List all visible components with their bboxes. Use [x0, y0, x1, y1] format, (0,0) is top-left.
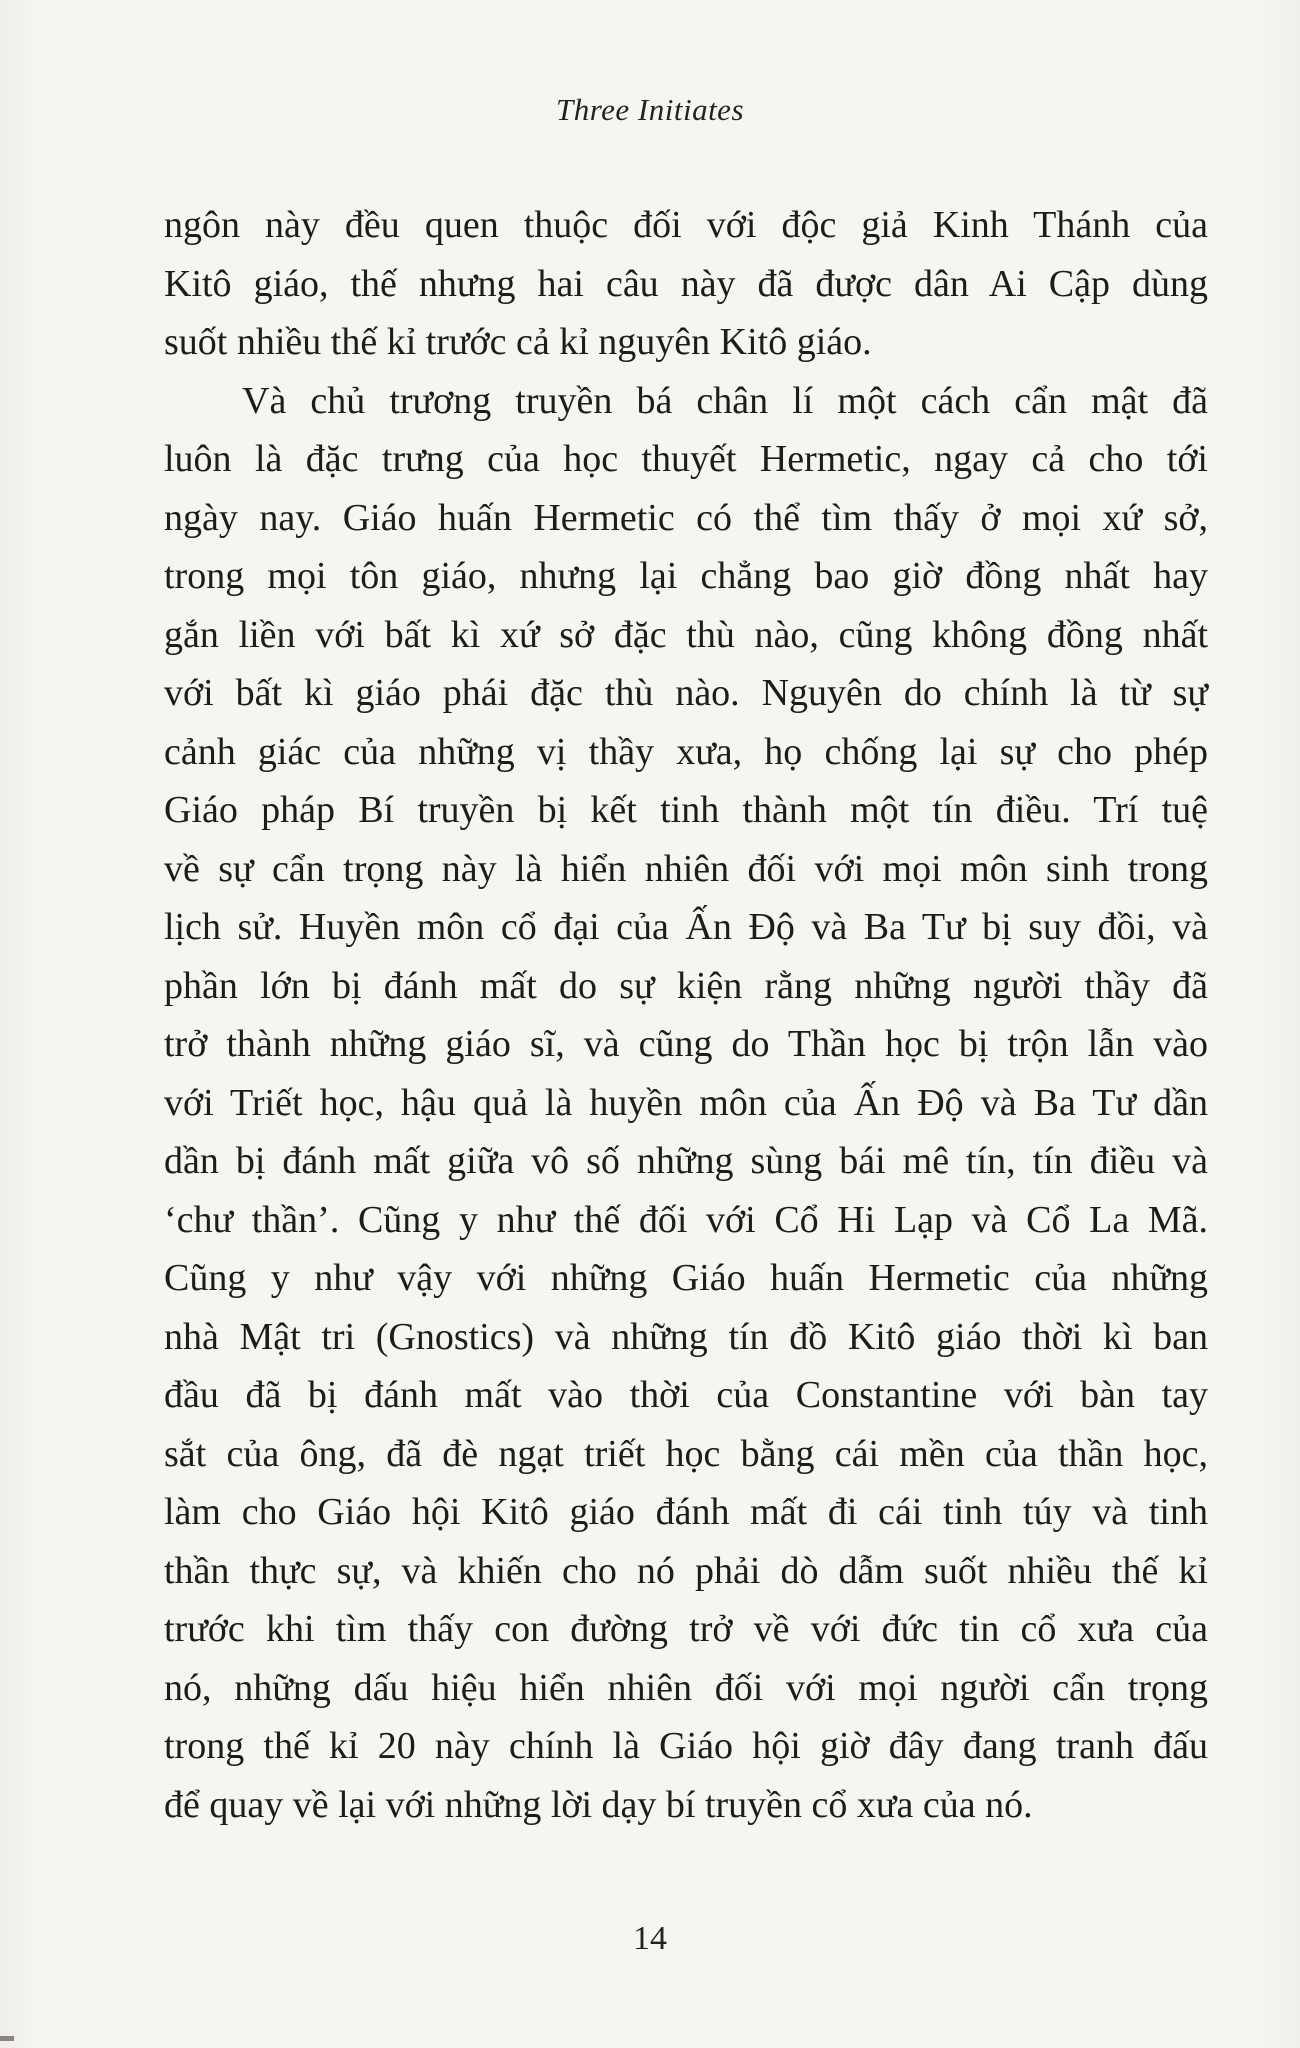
text-line: với bất kì giáo phái đặc thù nào. Nguyên do chính là từ sự [164, 672, 1208, 714]
body-text [164, 196, 1208, 1834]
text-line: Cũng y như vậy với những Giáo huấn Hermetic của những [164, 1257, 1208, 1299]
text-line: trở thành những giáo sĩ, và cũng do Thần học bị trộn lẫn vào [164, 1023, 1208, 1065]
text-line: trong mọi tôn giáo, nhưng lại chẳng bao giờ đồng nhất hay [164, 555, 1208, 597]
text-line: thần thực sự, và khiến cho nó phải dò dẫm suốt nhiều thế kỉ [164, 1549, 1208, 1592]
text-line: đầu đã bị đánh mất vào thời của Constantine với bàn tay [164, 1374, 1208, 1416]
text-line: suốt nhiều thế kỉ trước cả kỉ nguyên Kitô giáo. [164, 321, 872, 363]
text-line: với Triết học, hậu quả là huyền môn của Ấn Độ và Ba Tư dần [164, 1081, 1208, 1124]
text-line: Giáo pháp Bí truyền bị kết tinh thành một tín điều. Trí tuệ [164, 789, 1208, 831]
text-line: Và chủ trương truyền bá chân lí một cách cẩn mật đã [242, 379, 1208, 422]
text-line: cảnh giác của những vị thầy xưa, họ chống lại sự cho phép [164, 730, 1208, 773]
text-line: trước khi tìm thấy con đường trở về với đức tin cổ xưa của [164, 1608, 1208, 1650]
text-line: làm cho Giáo hội Kitô giáo đánh mất đi cái tinh túy và tinh [164, 1491, 1208, 1533]
running-header: Three Initiates [555, 92, 745, 127]
text-line: ngày nay. Giáo huấn Hermetic có thể tìm thấy ở mọi xứ sở, [164, 496, 1208, 539]
text-line: về sự cẩn trọng này là hiển nhiên đối với mọi môn sinh trong [164, 847, 1208, 890]
text-line: lịch sử. Huyền môn cổ đại của Ấn Độ và Ba Tư bị suy đồi, và [164, 906, 1208, 948]
text-line: phần lớn bị đánh mất do sự kiện rằng những người thầy đã [164, 964, 1208, 1007]
text-line: trong thế kỉ 20 này chính là Giáo hội giờ đây đang tranh đấu [164, 1725, 1208, 1767]
text-line: sắt của ông, đã đè ngạt triết học bằng cái mền của thần học, [164, 1432, 1208, 1475]
text-line: Kitô giáo, thế nhưng hai câu này đã được dân Ai Cập dùng [164, 262, 1208, 305]
text-line: nó, những dấu hiệu hiển nhiên đối với mọi người cẩn trọng [164, 1666, 1208, 1709]
page-number: 14 [633, 1920, 667, 1957]
text-line: gắn liền với bất kì xứ sở đặc thù nào, cũng không đồng nhất [164, 613, 1208, 656]
text-line: nhà Mật tri (Gnostics) và những tín đồ Kitô giáo thời kì ban [164, 1315, 1208, 1358]
text-line: để quay về lại với những lời dạy bí truyền cổ xưa của nó. [164, 1783, 1033, 1826]
text-line: luôn là đặc trưng của học thuyết Hermetic, ngay cả cho tới [164, 438, 1208, 480]
text-line: dần bị đánh mất giữa vô số những sùng bái mê tín, tín điều và [164, 1140, 1208, 1182]
page-edge-mark [0, 2036, 14, 2041]
text-line: ‘chư thần’. Cũng y như thế đối với Cổ Hi Lạp và Cổ La Mã. [164, 1198, 1208, 1241]
text-line: ngôn này đều quen thuộc đối với độc giả Kinh Thánh của [164, 204, 1208, 246]
